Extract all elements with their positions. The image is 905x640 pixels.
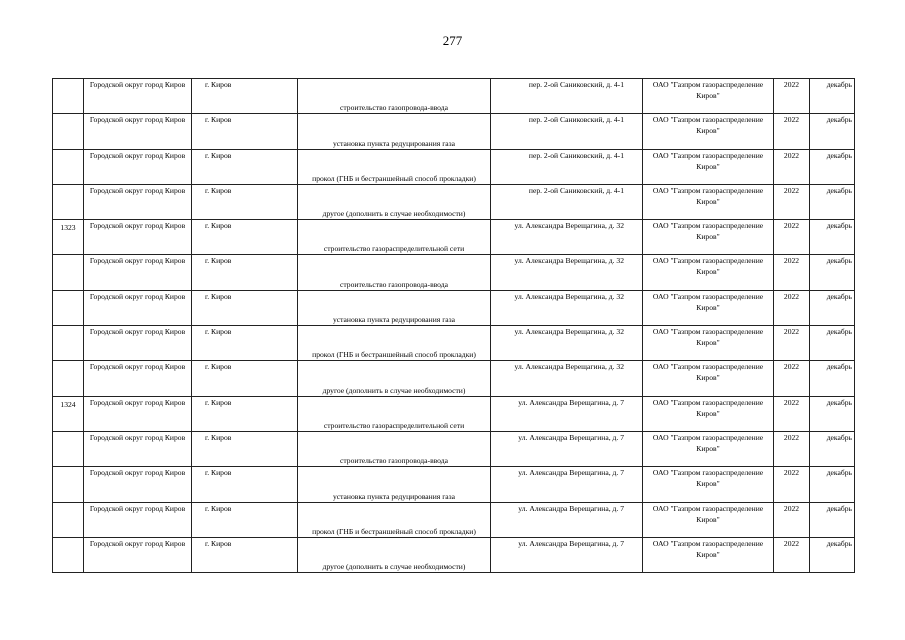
locality-cell: г. Киров: [192, 396, 298, 431]
row-number: [53, 114, 84, 149]
gasification-table: [52, 78, 855, 573]
table-body: [53, 79, 855, 573]
row-number: [53, 537, 84, 572]
work-type-text: установка пункта редуцирования газа: [332, 138, 456, 148]
row-number: [53, 502, 84, 537]
work-type-cell: [298, 502, 491, 537]
work-type-text: прокол (ГНБ и бестраншейный способ прокладки): [312, 173, 476, 183]
table-row: [53, 361, 855, 396]
municipality-cell: Городской округ город Киров: [84, 255, 192, 290]
municipality-cell: Городской округ город Киров: [84, 149, 192, 184]
year-cell: 2022: [774, 467, 810, 502]
address-cell: пер. 2-ой Саниковский, д. 4-1: [491, 79, 643, 114]
municipality-cell: Городской округ город Киров: [84, 326, 192, 361]
work-type-text: строительство газораспределительной сети: [323, 420, 465, 430]
work-type-text: установка пункта редуцирования газа: [332, 491, 456, 501]
work-type-text: прокол (ГНБ и бестраншейный способ прокладки): [312, 350, 476, 360]
work-type-cell: [298, 79, 491, 114]
address-cell: ул. Александра Верещагина, д. 32: [491, 220, 643, 255]
row-number: 1324: [53, 396, 84, 431]
month-cell: декабрь: [810, 502, 855, 537]
row-number: [53, 255, 84, 290]
month-cell: декабрь: [810, 220, 855, 255]
work-type-cell: [298, 184, 491, 219]
table-row: [53, 467, 855, 502]
month-cell: декабрь: [810, 79, 855, 114]
month-cell: декабрь: [810, 396, 855, 431]
work-type-cell: [298, 467, 491, 502]
work-type-cell: [298, 537, 491, 572]
work-type-text: строительство газопровода-ввода: [340, 103, 448, 113]
row-number: [53, 326, 84, 361]
table-row: [53, 220, 855, 255]
page-number: 277: [442, 33, 463, 48]
organization-cell: ОАО "Газпром газораспределение Киров": [643, 255, 774, 290]
address-cell: пер. 2-ой Саниковский, д. 4-1: [491, 149, 643, 184]
work-type-text: другое (дополнить в случае необходимости): [322, 562, 466, 572]
work-type-text: установка пункта редуцирования газа: [332, 315, 456, 325]
work-type-cell: [298, 431, 491, 466]
table-row: [53, 184, 855, 219]
municipality-cell: Городской округ город Киров: [84, 396, 192, 431]
organization-cell: ОАО "Газпром газораспределение Киров": [643, 502, 774, 537]
table-row: [53, 431, 855, 466]
work-type-cell: [298, 220, 491, 255]
organization-cell: ОАО "Газпром газораспределение Киров": [643, 290, 774, 325]
municipality-cell: Городской округ город Киров: [84, 361, 192, 396]
year-cell: 2022: [774, 326, 810, 361]
organization-cell: ОАО "Газпром газораспределение Киров": [643, 396, 774, 431]
year-cell: 2022: [774, 79, 810, 114]
table-row: [53, 79, 855, 114]
address-cell: ул. Александра Верещагина, д. 7: [491, 467, 643, 502]
organization-cell: ОАО "Газпром газораспределение Киров": [643, 361, 774, 396]
month-cell: декабрь: [810, 361, 855, 396]
work-type-text: строительство газопровода-ввода: [340, 456, 448, 466]
work-type-cell: [298, 361, 491, 396]
locality-cell: г. Киров: [192, 220, 298, 255]
address-cell: ул. Александра Верещагина, д. 7: [491, 396, 643, 431]
locality-cell: г. Киров: [192, 79, 298, 114]
address-cell: ул. Александра Верещагина, д. 32: [491, 255, 643, 290]
row-number: [53, 467, 84, 502]
address-cell: ул. Александра Верещагина, д. 32: [491, 361, 643, 396]
row-number: 1323: [53, 220, 84, 255]
municipality-cell: Городской округ город Киров: [84, 431, 192, 466]
row-number: [53, 184, 84, 219]
table-row: [53, 255, 855, 290]
locality-cell: г. Киров: [192, 502, 298, 537]
locality-cell: г. Киров: [192, 255, 298, 290]
municipality-cell: Городской округ город Киров: [84, 502, 192, 537]
year-cell: 2022: [774, 502, 810, 537]
year-cell: 2022: [774, 361, 810, 396]
year-cell: 2022: [774, 114, 810, 149]
row-number: [53, 290, 84, 325]
table-row: [53, 326, 855, 361]
table-row: [53, 149, 855, 184]
locality-cell: г. Киров: [192, 326, 298, 361]
table-row: [53, 502, 855, 537]
year-cell: 2022: [774, 537, 810, 572]
organization-cell: ОАО "Газпром газораспределение Киров": [643, 79, 774, 114]
table-row: [53, 290, 855, 325]
municipality-cell: Городской округ город Киров: [84, 467, 192, 502]
year-cell: 2022: [774, 184, 810, 219]
work-type-text: прокол (ГНБ и бестраншейный способ прокладки): [312, 526, 476, 536]
locality-cell: г. Киров: [192, 184, 298, 219]
municipality-cell: Городской округ город Киров: [84, 290, 192, 325]
municipality-cell: Городской округ город Киров: [84, 537, 192, 572]
address-cell: ул. Александра Верещагина, д. 32: [491, 290, 643, 325]
municipality-cell: Городской округ город Киров: [84, 79, 192, 114]
locality-cell: г. Киров: [192, 114, 298, 149]
municipality-cell: Городской округ город Киров: [84, 114, 192, 149]
work-type-cell: [298, 114, 491, 149]
organization-cell: ОАО "Газпром газораспределение Киров": [643, 184, 774, 219]
organization-cell: ОАО "Газпром газораспределение Киров": [643, 326, 774, 361]
table-row: [53, 537, 855, 572]
work-type-cell: [298, 326, 491, 361]
month-cell: декабрь: [810, 184, 855, 219]
year-cell: 2022: [774, 220, 810, 255]
work-type-text: другое (дополнить в случае необходимости): [322, 209, 466, 219]
address-cell: ул. Александра Верещагина, д. 7: [491, 431, 643, 466]
month-cell: декабрь: [810, 255, 855, 290]
locality-cell: г. Киров: [192, 290, 298, 325]
row-number: [53, 361, 84, 396]
row-number: [53, 149, 84, 184]
municipality-cell: Городской округ город Киров: [84, 184, 192, 219]
work-type-cell: [298, 396, 491, 431]
month-cell: декабрь: [810, 431, 855, 466]
organization-cell: ОАО "Газпром газораспределение Киров": [643, 467, 774, 502]
row-number: [53, 431, 84, 466]
organization-cell: ОАО "Газпром газораспределение Киров": [643, 537, 774, 572]
year-cell: 2022: [774, 290, 810, 325]
locality-cell: г. Киров: [192, 149, 298, 184]
address-cell: ул. Александра Верещагина, д. 32: [491, 326, 643, 361]
locality-cell: г. Киров: [192, 467, 298, 502]
year-cell: 2022: [774, 255, 810, 290]
work-type-cell: [298, 149, 491, 184]
year-cell: 2022: [774, 431, 810, 466]
organization-cell: ОАО "Газпром газораспределение Киров": [643, 220, 774, 255]
locality-cell: г. Киров: [192, 537, 298, 572]
address-cell: ул. Александра Верещагина, д. 7: [491, 502, 643, 537]
locality-cell: г. Киров: [192, 431, 298, 466]
organization-cell: ОАО "Газпром газораспределение Киров": [643, 149, 774, 184]
row-number: [53, 79, 84, 114]
month-cell: декабрь: [810, 326, 855, 361]
municipality-cell: Городской округ город Киров: [84, 220, 192, 255]
work-type-text: строительство газопровода-ввода: [340, 279, 448, 289]
locality-cell: г. Киров: [192, 361, 298, 396]
organization-cell: ОАО "Газпром газораспределение Киров": [643, 114, 774, 149]
month-cell: декабрь: [810, 537, 855, 572]
table-row: [53, 114, 855, 149]
month-cell: декабрь: [810, 149, 855, 184]
year-cell: 2022: [774, 149, 810, 184]
month-cell: декабрь: [810, 114, 855, 149]
year-cell: 2022: [774, 396, 810, 431]
table-row: [53, 396, 855, 431]
work-type-cell: [298, 290, 491, 325]
address-cell: пер. 2-ой Саниковский, д. 4-1: [491, 114, 643, 149]
month-cell: декабрь: [810, 467, 855, 502]
organization-cell: ОАО "Газпром газораспределение Киров": [643, 431, 774, 466]
month-cell: декабрь: [810, 290, 855, 325]
work-type-text: строительство газораспределительной сети: [323, 244, 465, 254]
address-cell: ул. Александра Верещагина, д. 7: [491, 537, 643, 572]
work-type-text: другое (дополнить в случае необходимости): [322, 385, 466, 395]
address-cell: пер. 2-ой Саниковский, д. 4-1: [491, 184, 643, 219]
work-type-cell: [298, 255, 491, 290]
